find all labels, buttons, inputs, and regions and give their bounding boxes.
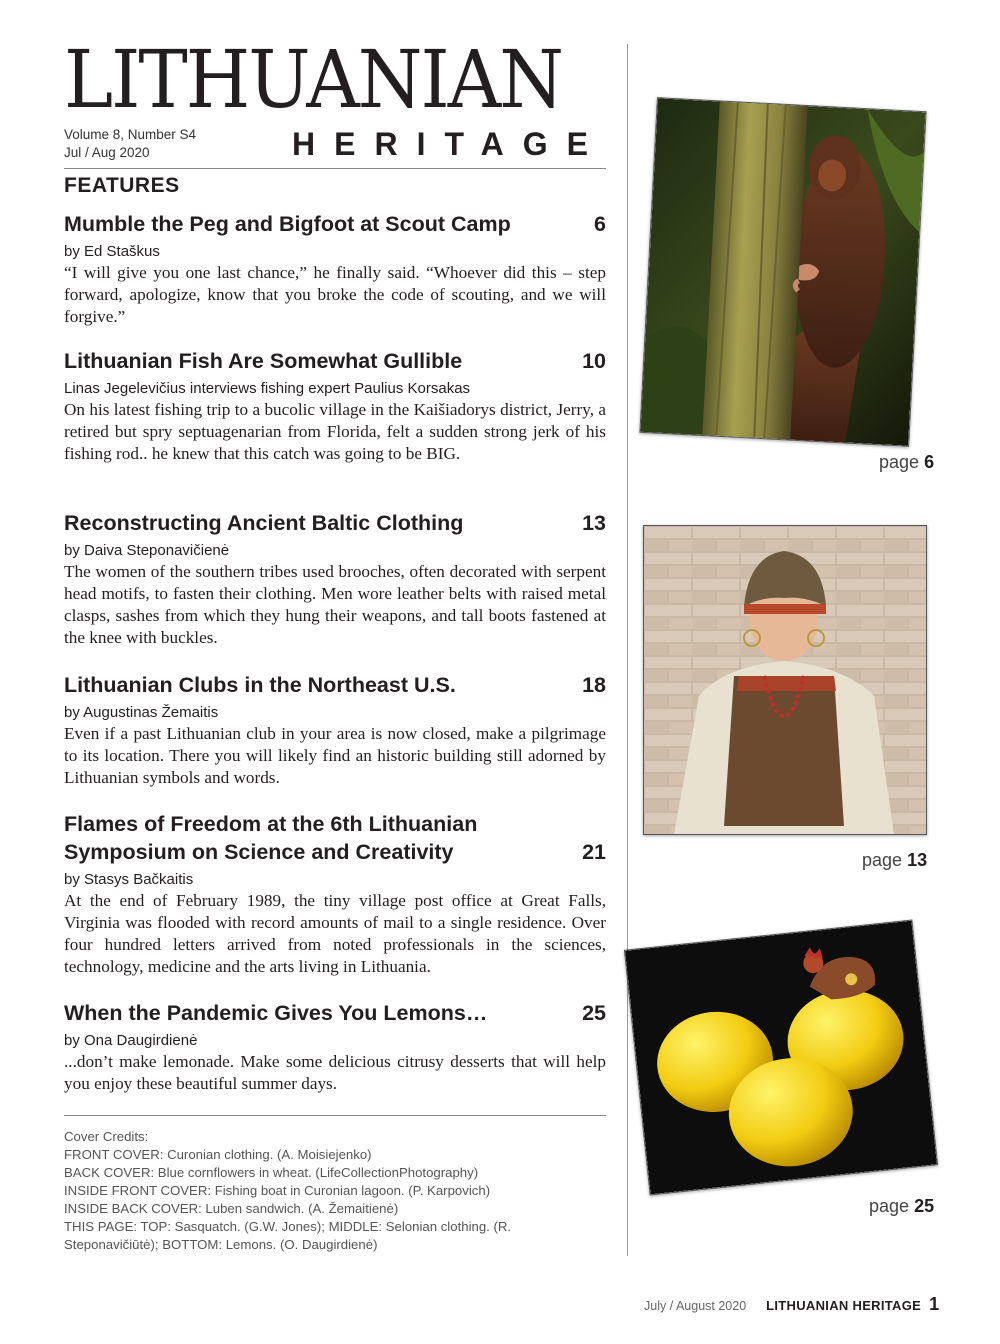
caption-prefix: page bbox=[879, 452, 920, 472]
article-byline: by Stasys Bačkaitis bbox=[64, 871, 194, 888]
photo-caption-2 bbox=[862, 850, 927, 871]
credits-heading: Cover Credits: bbox=[64, 1129, 149, 1144]
baltic-clothing-photo bbox=[643, 525, 927, 835]
lemons-photo bbox=[624, 920, 938, 1196]
caption-page: 13 bbox=[907, 850, 928, 870]
cover-credits bbox=[64, 1128, 594, 1254]
issue-volume: Volume 8, Number S4 bbox=[64, 127, 197, 142]
article-excerpt: The women of the southern tribes used brooches, often decorated with serpent head motifs, to fasten their clothing. Men wore leather belts with raised metal clasps, sashes from which they hung their weapons, and tall boots fastened at the knee with buckles. bbox=[64, 562, 606, 647]
article-title[interactable]: Lithuanian Fish Are Somewhat Gullible bbox=[64, 349, 463, 373]
issue-date: Jul / Aug 2020 bbox=[64, 145, 150, 160]
article-title[interactable]: When the Pandemic Gives You Lemons… bbox=[64, 1001, 488, 1025]
footer-magazine-name: LITHUANIAN HERITAGE bbox=[766, 1298, 922, 1313]
article-page-number: 21 bbox=[582, 840, 606, 864]
bigfoot-photo bbox=[639, 97, 926, 447]
caption-prefix: page bbox=[869, 1196, 910, 1216]
footer-date: July / August 2020 bbox=[644, 1299, 747, 1313]
article-2[interactable] bbox=[64, 347, 606, 465]
masthead-title: LITHUANIAN bbox=[64, 33, 562, 127]
article-byline: by Ed Staškus bbox=[64, 243, 160, 260]
footer-page-number: 1 bbox=[929, 1294, 940, 1314]
article-title[interactable]: Mumble the Peg and Bigfoot at Scout Camp bbox=[64, 212, 511, 236]
credit-line: INSIDE BACK COVER: Luben sandwich. (A. Žemaitienė) bbox=[64, 1201, 399, 1216]
article-title[interactable]: Flames of Freedom at the 6th Lithuanian Symposium on Science and Creativity bbox=[64, 812, 478, 864]
article-excerpt: Even if a past Lithuanian club in your area is now closed, make a pilgrimage to its location. There you will likely find an historic building still adorned by Lithuanian symbols and words. bbox=[64, 724, 606, 787]
credit-line: INSIDE FRONT COVER: Fishing boat in Curonian lagoon. (P. Karpovich) bbox=[64, 1183, 491, 1198]
credit-line: FRONT COVER: Curonian clothing. (A. Moisiejenko) bbox=[64, 1147, 372, 1162]
article-excerpt: “I will give you one last chance,” he finally said. “Whoever did this – step forward, apologize, know that you broke the code of scouting, and we will forgive.” bbox=[64, 263, 606, 326]
article-3[interactable] bbox=[64, 509, 606, 649]
features-heading: FEATURES bbox=[64, 174, 180, 197]
divider-bottom bbox=[64, 1115, 606, 1116]
divider-top bbox=[64, 168, 606, 169]
article-byline: by Augustinas Žemaitis bbox=[64, 704, 219, 721]
article-byline: Linas Jegelevičius interviews fishing expert Paulius Korsakas bbox=[64, 380, 471, 397]
article-page-number: 25 bbox=[582, 1001, 606, 1025]
issue-info bbox=[64, 126, 196, 162]
photo-caption-3 bbox=[869, 1196, 934, 1217]
photo-caption-1 bbox=[879, 452, 934, 473]
article-4[interactable] bbox=[64, 671, 606, 789]
caption-page: 25 bbox=[914, 1196, 935, 1216]
caption-page: 6 bbox=[924, 452, 935, 472]
article-byline: by Ona Daugirdienė bbox=[64, 1032, 198, 1049]
article-6[interactable] bbox=[64, 999, 606, 1095]
article-5[interactable] bbox=[64, 810, 606, 978]
article-page-number: 13 bbox=[582, 511, 606, 535]
article-byline: by Daiva Steponavičienė bbox=[64, 542, 230, 559]
article-title[interactable]: Lithuanian Clubs in the Northeast U.S. bbox=[64, 673, 456, 697]
caption-prefix: page bbox=[862, 850, 903, 870]
article-excerpt: At the end of February 1989, the tiny village post office at Great Falls, Virginia was flooded with record amounts of mail to a single residence. Over four hundred letters arrived from noted professionals in the sciences, technology, medicine and the arts living in Lithuania. bbox=[64, 891, 606, 976]
column-divider bbox=[627, 44, 628, 1256]
article-excerpt: ...don’t make lemonade. Make some delicious citrusy desserts that will help you enjoy these beautiful summer days. bbox=[64, 1052, 606, 1093]
credit-line: BACK COVER: Blue cornflowers in wheat. (LifeCollectionPhotography) bbox=[64, 1165, 479, 1180]
article-page-number: 10 bbox=[582, 349, 606, 373]
article-title[interactable]: Reconstructing Ancient Baltic Clothing bbox=[64, 511, 464, 535]
article-page-number: 6 bbox=[594, 212, 606, 236]
credit-line: THIS PAGE: TOP: Sasquatch. (G.W. Jones); MIDDLE: Selonian clothing. (R. Steponavičiūtė); BOTTOM: Lemons. (O. Daugirdienė) bbox=[64, 1219, 512, 1252]
article-excerpt: On his latest fishing trip to a bucolic village in the Kaišiadorys district, Jerry, a retired but spry septuagenarian from Florida, felt a sudden strong jerk of his fishing rod.. he knew that this catch was going to be BIG. bbox=[64, 400, 606, 463]
article-page-number: 18 bbox=[582, 673, 606, 697]
page-footer bbox=[644, 1294, 939, 1315]
masthead-subtitle: HERITAGE bbox=[292, 126, 607, 162]
article-1[interactable] bbox=[64, 210, 606, 328]
